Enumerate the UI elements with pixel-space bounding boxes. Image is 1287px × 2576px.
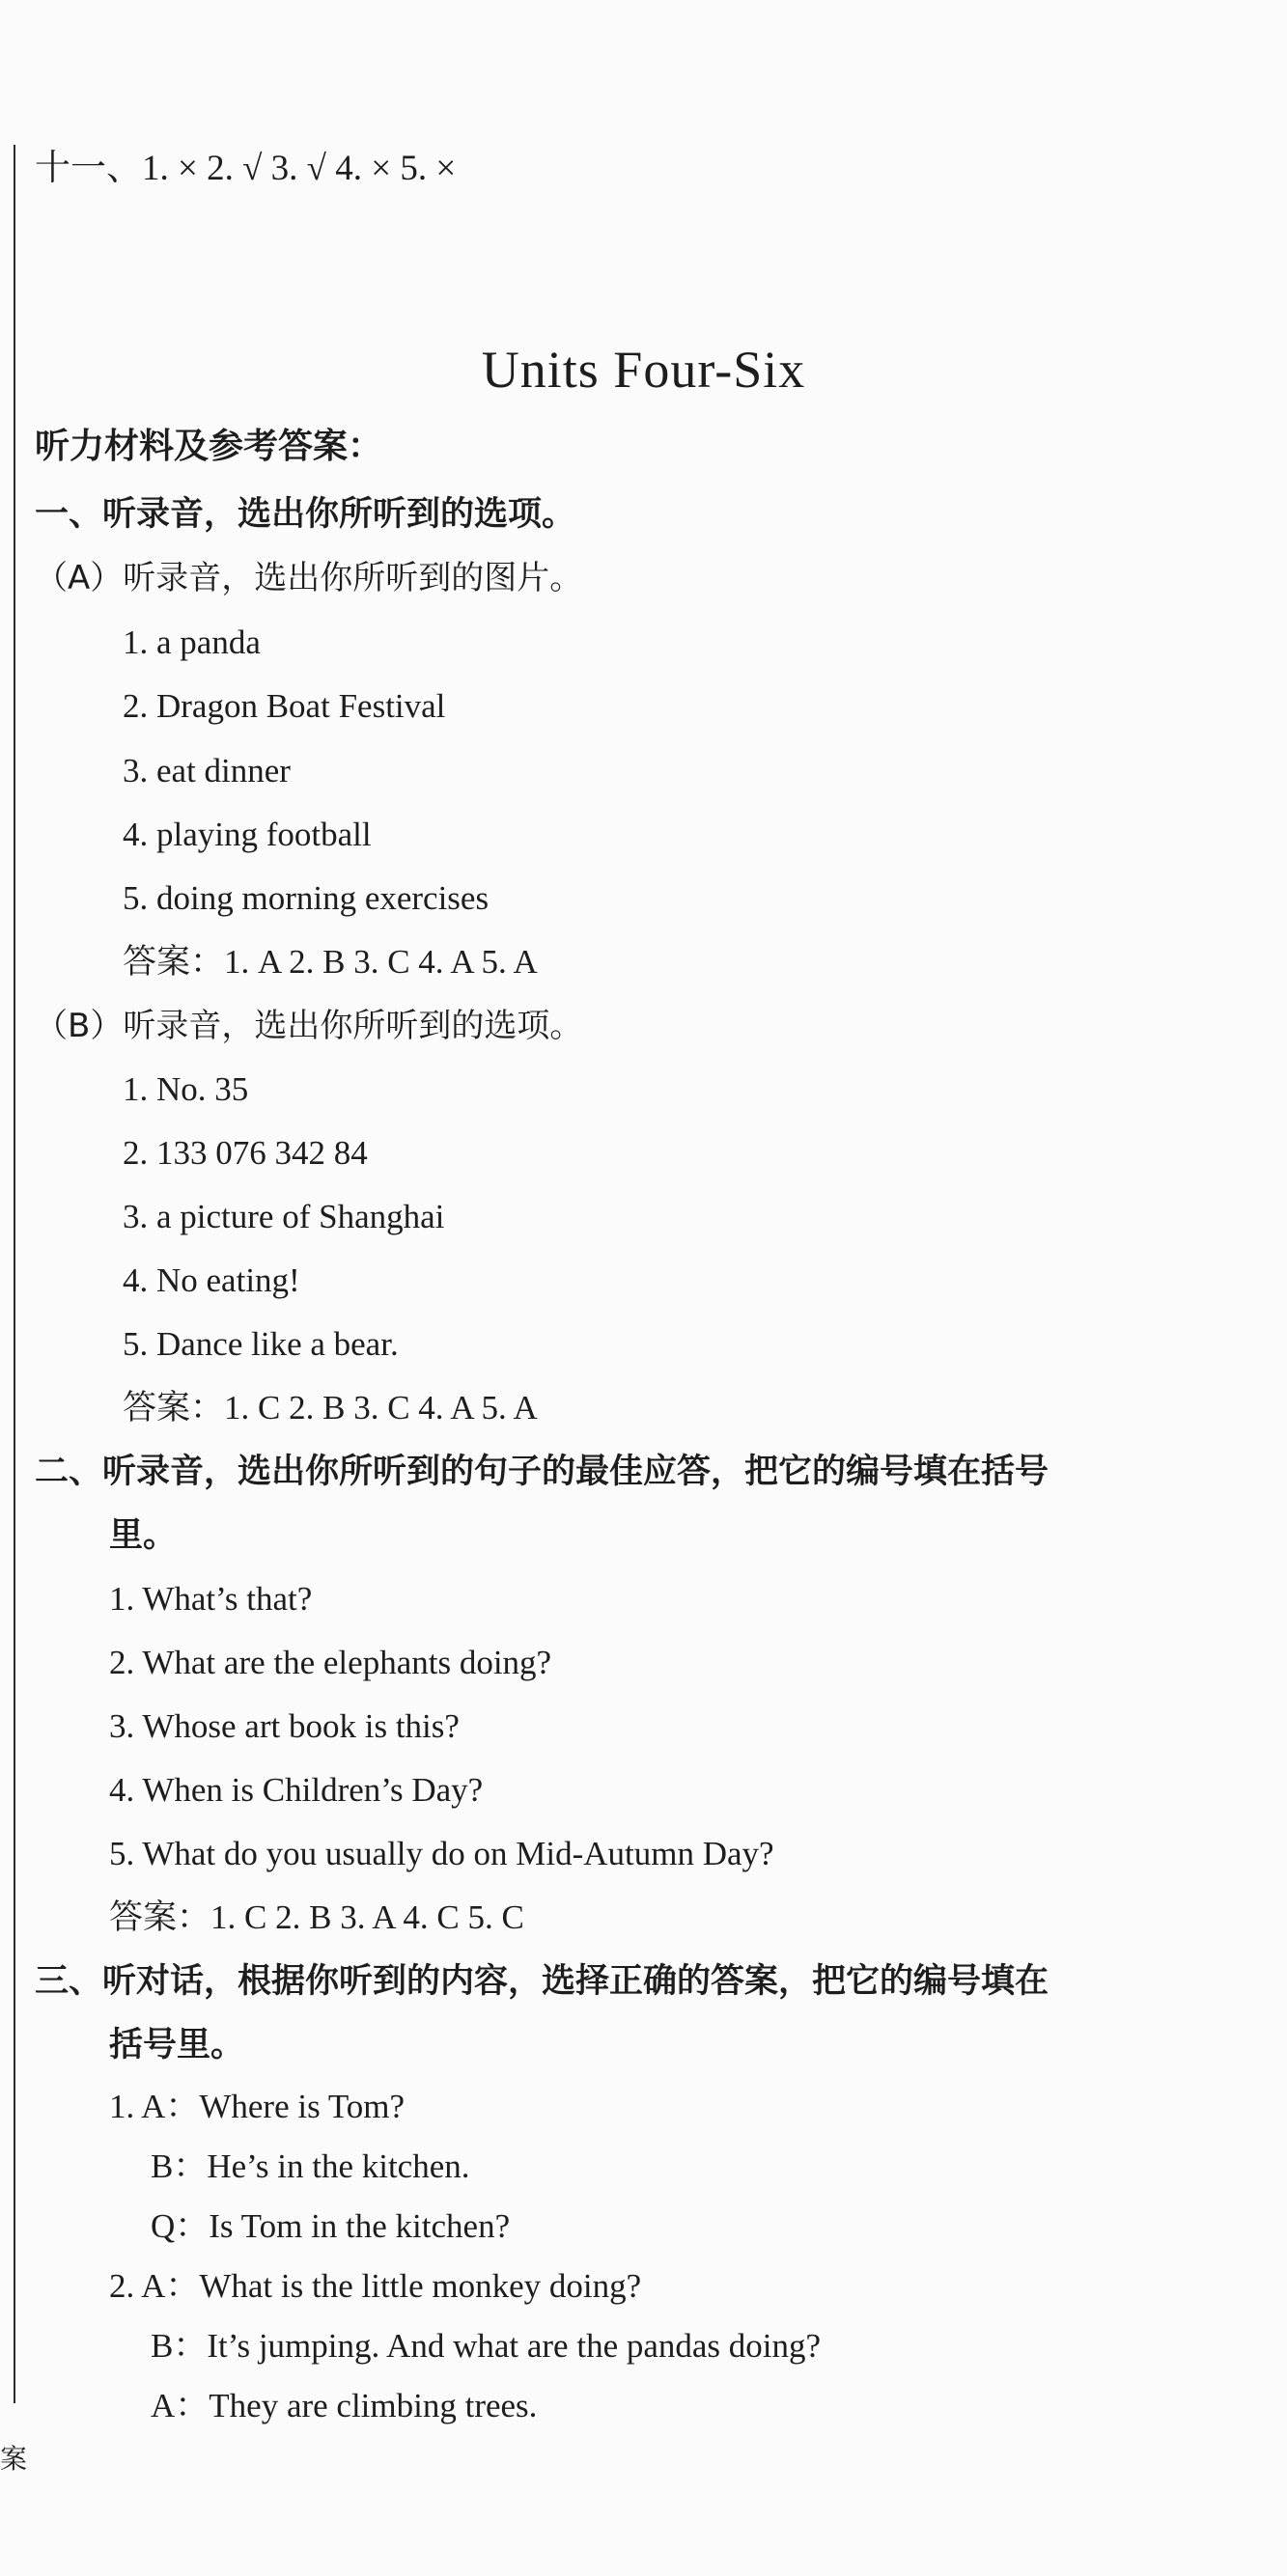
section-two-item: 5. What do you usually do on Mid-Autumn Day? xyxy=(109,1835,774,1872)
part-b-item: 4. No eating! xyxy=(123,1261,300,1299)
part-a-item: 4. playing football xyxy=(123,816,372,853)
part-b-item: 1. No. 35 xyxy=(123,1070,249,1108)
section-three-label: 三、听对话，根据你听到的内容，选择正确的答案，把它的编号填在 xyxy=(35,1962,1049,2001)
footer-mark: 案 xyxy=(0,2443,28,2475)
dialogue-line: B：He’s in the kitchen. xyxy=(151,2147,470,2185)
dialogue-line: A：They are climbing trees. xyxy=(151,2387,538,2424)
section-two-label: 二、听录音，选出你所听到的句子的最佳应答，把它的编号填在括号 xyxy=(35,1453,1049,1491)
part-a-item: 1. a panda xyxy=(123,623,261,661)
part-b-answer: 答案：1. C 2. B 3. C 4. A 5. A xyxy=(123,1389,538,1426)
dialogue-line: B：It’s jumping. And what are the pandas doing? xyxy=(151,2327,822,2365)
section-two-item: 1. What’s that? xyxy=(109,1580,313,1618)
section-three-label-cont: 括号里。 xyxy=(109,2026,245,2064)
part-a-label: （A）听录音，选出你所听到的图片。 xyxy=(35,559,583,597)
section-two-item: 2. What are the elephants doing? xyxy=(109,1644,552,1681)
section-one-label: 一、听录音，选出你所听到的选项。 xyxy=(35,495,576,534)
part-a-item: 5. doing morning exercises xyxy=(123,879,490,917)
margin-rule xyxy=(14,145,15,2403)
part-a-answer: 答案：1. A 2. B 3. C 4. A 5. A xyxy=(123,943,538,981)
dialogue-line: 2. A：What is the little monkey doing? xyxy=(109,2267,642,2305)
section-eleven-answers: 十一、1. × 2. √ 3. √ 4. × 5. × xyxy=(35,149,457,188)
part-b-label: （B）听录音，选出你所听到的选项。 xyxy=(35,1007,583,1045)
part-b-item: 3. a picture of Shanghai xyxy=(123,1198,445,1235)
part-a-item: 3. eat dinner xyxy=(123,752,291,789)
listening-materials-heading: 听力材料及参考答案： xyxy=(35,427,383,466)
dialogue-line: 1. A：Where is Tom? xyxy=(109,2088,406,2125)
section-two-label-cont: 里。 xyxy=(109,1516,178,1555)
section-two-answer: 答案：1. C 2. B 3. A 4. C 5. C xyxy=(109,1898,524,1936)
part-b-item: 5. Dance like a bear. xyxy=(123,1325,399,1363)
part-b-item: 2. 133 076 342 84 xyxy=(123,1134,368,1172)
section-two-item: 4. When is Children’s Day? xyxy=(109,1771,484,1809)
section-two-item: 3. Whose art book is this? xyxy=(109,1707,460,1745)
page-title: Units Four-Six xyxy=(481,341,806,399)
dialogue-line: Q：Is Tom in the kitchen? xyxy=(151,2207,511,2245)
part-a-item: 2. Dragon Boat Festival xyxy=(123,687,446,725)
